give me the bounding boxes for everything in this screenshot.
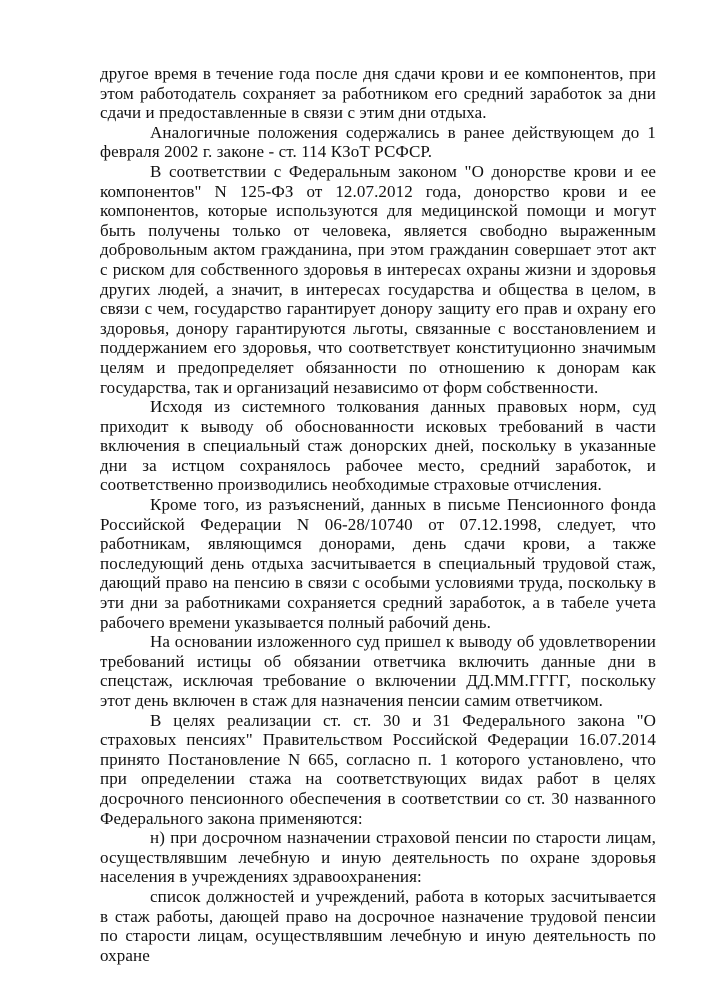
paragraph: В целях реализации ст. ст. 30 и 31 Федерального закона "О страховых пенсиях" Правительством Российской Федерации 16.07.2014 принято Постановление N 665, согласно п. 1 которого установлено, что при определении стажа на соответствующих видах работ в целях досрочного пенсионного обеспечения в соответствии со ст. 30 названного Федерального закона применяются: [100, 710, 656, 828]
document-body [100, 64, 656, 965]
paragraph: В соответствии с Федеральным законом "О донорстве крови и ее компонентов" N 125-ФЗ от 12.07.2012 года, донорство крови и ее компонентов, которые используются для медицинской помощи и могут быть получены только от человека, является свободно выраженным добровольным актом гражданина, при этом гражданин совершает этот акт с риском для собственного здоровья в интересах охраны жизни и здоровья других людей, а значит, в интересах государства и общества в целом, в связи с чем, государство гарантирует донору защиту его прав и охрану его здоровья, донору гарантируются льготы, связанные с восстановлением и поддержанием его здоровья, что соответствует конституционно значимым целям и предопределяет обязанности по отношению к донорам как государства, так и организаций независимо от форм собственности. [100, 161, 656, 397]
paragraph: н) при досрочном назначении страховой пенсии по старости лицам, осуществлявшим лечебную и иную деятельность по охране здоровья населения в учреждениях здравоохранения: [100, 828, 656, 887]
paragraph: Кроме того, из разъяснений, данных в письме Пенсионного фонда Российской Федерации N 06-28/10740 от 07.12.1998, следует, что работникам, являющимся донорами, день сдачи крови, а также последующий день отдыха засчитывается в специальный трудовой стаж, дающий право на пенсию в связи с особыми условиями труда, поскольку в эти дни за работниками сохраняется средний заработок, а в табеле учета рабочего времени указывается полный рабочий день. [100, 495, 656, 632]
paragraph: Исходя из системного толкования данных правовых норм, суд приходит к выводу об обоснованности исковых требований в части включения в специальный стаж донорских дней, поскольку в указанные дни за истцом сохранялось рабочее место, средний заработок, и соответственно производились необходимые страховые отчисления. [100, 397, 656, 495]
paragraph: другое время в течение года после дня сдачи крови и ее компонентов, при этом работодатель сохраняет за работником его средний заработок за дни сдачи и предоставленные в связи с этим дни отдыха. [100, 64, 656, 123]
paragraph: На основании изложенного суд пришел к выводу об удовлетворении требований истицы об обязании ответчика включить данные дни в спецстаж, исключая требование о включении ДД.ММ.ГГГГ, поскольку этот день включен в стаж для назначения пенсии самим ответчиком. [100, 632, 656, 710]
paragraph: Аналогичные положения содержались в ранее действующем до 1 февраля 2002 г. законе - ст. 114 КЗоТ РСФСР. [100, 122, 656, 162]
paragraph: список должностей и учреждений, работа в которых засчитывается в стаж работы, дающей право на досрочное назначение трудовой пенсии по старости лицам, осуществлявшим лечебную и иную деятельность по охране [100, 886, 656, 965]
